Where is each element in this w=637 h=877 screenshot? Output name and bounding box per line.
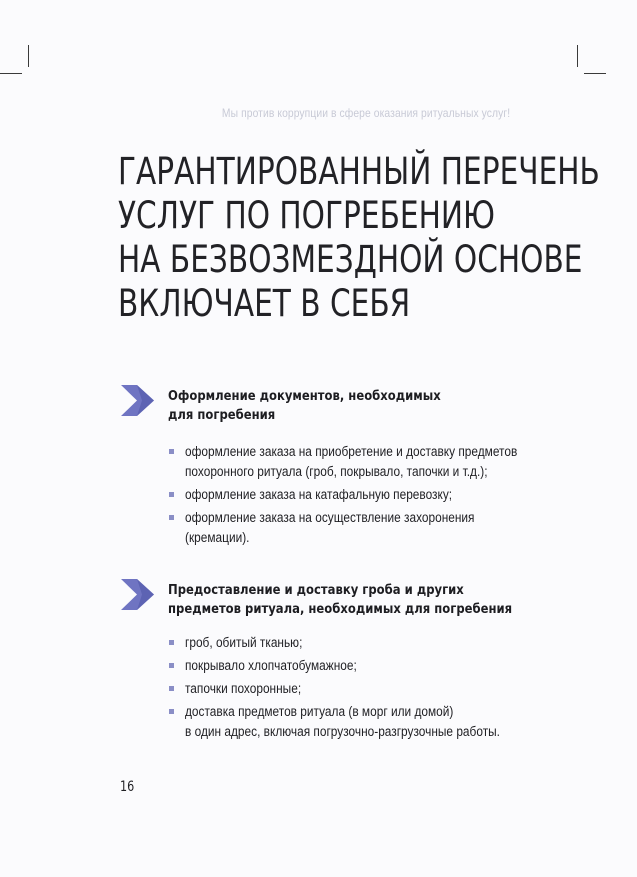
page-title	[118, 150, 600, 326]
list-item-line: оформление заказа на осуществление захоронения	[185, 510, 475, 525]
list-item-line: гроб, обитый тканью;	[185, 635, 303, 650]
section-heading	[121, 581, 561, 619]
crop-mark-top-left-vertical	[28, 45, 29, 67]
section-title-line: предметов ритуала, необходимых для погребения	[168, 601, 513, 617]
page-title-line: ГАРАНТИРОВАННЫЙ ПЕРЕЧЕНЬ	[118, 150, 600, 193]
list-item-line: в один адрес, включая погрузочно-разгрузочные работы.	[185, 724, 500, 739]
chevron-right-icon	[121, 383, 154, 418]
list-item	[169, 485, 561, 505]
square-bullet-icon	[169, 663, 174, 668]
section-title-line: Оформление документов, необходимых	[168, 388, 441, 404]
section-heading	[121, 387, 561, 425]
bullet-list	[121, 442, 561, 548]
square-bullet-icon	[169, 686, 174, 691]
list-item	[169, 442, 561, 482]
page-title-line: НА БЕЗВОЗМЕЗДНОЙ ОСНОВЕ	[118, 238, 583, 281]
list-item-line: покрывало хлопчатобумажное;	[185, 658, 357, 673]
bullet-list	[121, 633, 561, 742]
section-title	[168, 581, 513, 619]
crop-mark-top-right-horizontal	[584, 73, 606, 74]
list-item	[169, 679, 561, 699]
list-item	[169, 508, 561, 548]
section-title	[168, 387, 506, 425]
chevron-right-icon	[121, 577, 154, 612]
section-title-line: для погребения	[168, 407, 276, 423]
square-bullet-icon	[169, 709, 174, 714]
list-item-line: (кремации).	[185, 530, 250, 545]
crop-mark-top-right-vertical	[577, 45, 578, 67]
page-title-line: ВКЛЮЧАЕТ В СЕБЯ	[118, 282, 411, 325]
section-title-line: Предоставление и доставку гроба и других	[168, 582, 464, 598]
list-item-line: похоронного ритуала (гроб, покрывало, тапочки и т.д.);	[185, 464, 488, 479]
list-item	[169, 702, 561, 742]
list-item-line: оформление заказа на катафальную перевозку;	[185, 487, 453, 502]
list-item-line: оформление заказа на приобретение и доставку предметов	[185, 444, 518, 459]
section-documents	[121, 387, 561, 548]
crop-mark-top-left-horizontal	[0, 73, 22, 74]
page-number: 16	[120, 779, 135, 795]
square-bullet-icon	[169, 640, 174, 645]
page-title-line: УСЛУГ ПО ПОГРЕБЕНИЮ	[118, 194, 495, 237]
list-item-line: тапочки похоронные;	[185, 681, 302, 696]
square-bullet-icon	[169, 492, 174, 497]
square-bullet-icon	[169, 449, 174, 454]
section-coffin-delivery	[121, 581, 561, 742]
header-note: Мы против коррупции в сфере оказания ритуальных услуг!	[221, 106, 510, 120]
square-bullet-icon	[169, 515, 174, 520]
list-item	[169, 633, 561, 653]
list-item-line: доставка предметов ритуала (в морг или домой)	[185, 704, 454, 719]
list-item	[169, 656, 561, 676]
